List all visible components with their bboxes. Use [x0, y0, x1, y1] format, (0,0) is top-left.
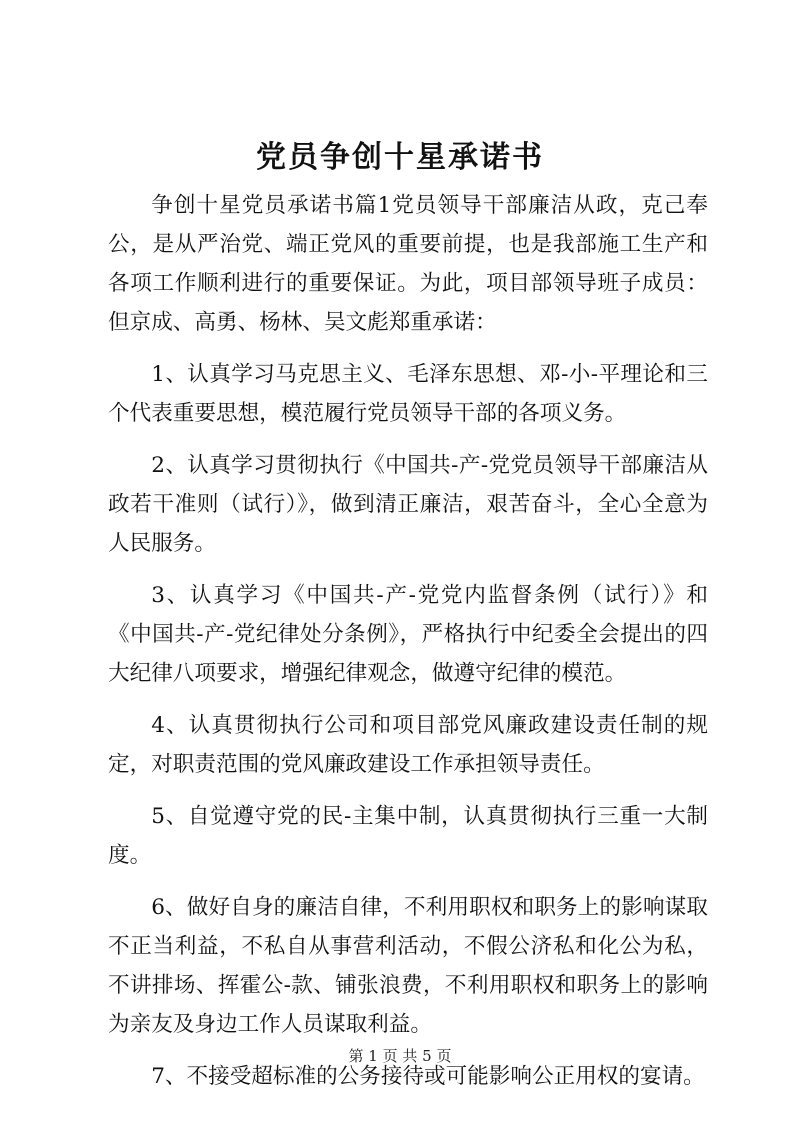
- paragraph-item-7: 7、不接受超标准的公务接待或可能影响公正用权的宴请。: [151, 1064, 705, 1089]
- document-title: 党员争创十星承诺书: [256, 140, 544, 175]
- paragraph-intro: 争创十星党员承诺书篇1党员领导干部廉洁从政，克己奉公，是从严治党、端正党风的重要前提，也是我部施工生产和各项工作顺利进行的重要保证。为此，项目部领导班子成员：但京成、高勇、杨林、吴文彪郑重承诺：: [108, 193, 708, 335]
- paragraph-item-5: 5、自觉遵守党的民-主集中制，认真贯彻执行三重一大制度。: [108, 804, 708, 868]
- paragraph-item-1: 1、认真学习马克思主义、毛泽东思想、邓-小-平理论和三个代表重要思想，模范履行党员领导干部的各项义务。: [108, 362, 708, 426]
- document-body: [108, 186, 708, 1109]
- paragraph-item-3: 3、认真学习《中国共-产-党党内监督条例（试行）》和《中国共-产-党纪律处分条例》，严格执行中纪委全会提出的四大纪律八项要求，增强纪律观念，做遵守纪律的模范。: [108, 583, 708, 686]
- paragraph-item-4: 4、认真贯彻执行公司和项目部党风廉政建设责任制的规定，对职责范围的党风廉政建设工作承担领导责任。: [108, 713, 708, 777]
- paragraph-item-2: 2、认真学习贯彻执行《中国共-产-党党员领导干部廉洁从政若干准则（试行）》，做到清正廉洁，艰苦奋斗，全心全意为人民服务。: [108, 453, 708, 556]
- page-footer: 第 1 页 共 5 页: [348, 1047, 452, 1065]
- paragraph-item-6: 6、做好自身的廉洁自律，不利用职权和职务上的影响谋取不正当利益，不私自从事营利活动，不假公济私和化公为私，不讲排场、挥霍公-款、铺张浪费，不利用职权和职务上的影响为亲友及身边工作人员谋取利益。: [108, 895, 708, 1037]
